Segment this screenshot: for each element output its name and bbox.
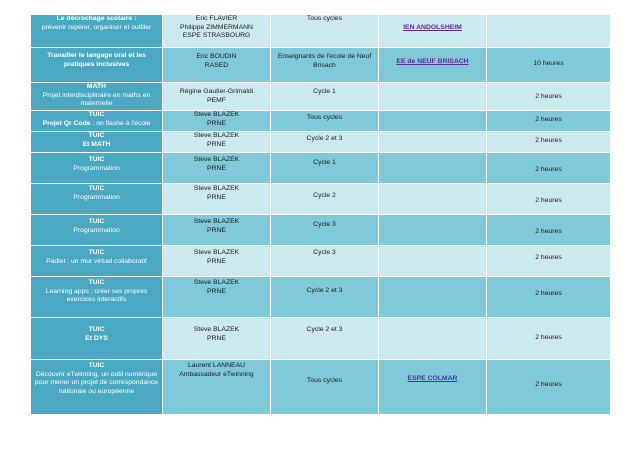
course-title-cell	[31, 246, 163, 277]
duration-cell: 2 heures	[487, 184, 611, 215]
course-title: TUIC	[88, 279, 105, 286]
speaker-cell: Steve BLAZEK PRNE	[163, 277, 271, 318]
duration-cell: 2 heures	[487, 246, 611, 277]
speaker-cell: Steve BLAZEK PRNE	[163, 153, 271, 184]
table-row	[31, 318, 611, 360]
duration-cell: 2 heures	[487, 153, 611, 184]
table-row	[31, 15, 611, 48]
audience-cell: Cycle 1	[271, 153, 379, 184]
table-row	[31, 111, 611, 132]
training-table	[30, 14, 611, 415]
speaker-cell: Steve BLAZEK PRNE	[163, 111, 271, 132]
course-title: TUIC	[88, 218, 105, 225]
location-link[interactable]: IEN ANDOLSHEIM	[403, 24, 462, 31]
table-row	[31, 83, 611, 111]
location-cell	[379, 15, 487, 48]
speaker-cell: Laurent LANNEAU Ambassadeur eTwinning	[163, 360, 271, 415]
table-row	[31, 246, 611, 277]
course-title: TUIC	[88, 156, 105, 163]
speaker-cell: Steve BLAZEK PRNE	[163, 246, 271, 277]
course-title-cell	[31, 153, 163, 184]
course-description: : on flashe à l'école	[90, 119, 151, 127]
table-row	[31, 360, 611, 415]
course-description: Padlet : un mur virtuel collaboratif	[46, 257, 147, 265]
course-title-cell	[31, 318, 163, 360]
audience-cell: Cycle 2 et 3	[271, 277, 379, 318]
table-row	[31, 132, 611, 153]
course-title-cell	[31, 111, 163, 132]
table-row	[31, 184, 611, 215]
speaker-cell: Steve BLAZEK PRNE	[163, 132, 271, 153]
course-title-cell	[31, 83, 163, 111]
location-link[interactable]: EE de NEUF BRISACH	[396, 58, 469, 65]
course-description: Découvrir eTwinning, un outil numérique pour mener un projet de correspondance nationale ou européenne	[34, 370, 159, 395]
course-title-cell	[31, 132, 163, 153]
speaker-cell: Régine Gautier-Grimaldi PEMF	[163, 83, 271, 111]
course-title-cell	[31, 215, 163, 246]
course-title: TUIC Et DYS	[85, 326, 108, 342]
audience-cell: Cycle 3	[271, 215, 379, 246]
course-title-cell	[31, 360, 163, 415]
duration-cell	[487, 15, 611, 48]
location-cell	[379, 111, 487, 132]
audience-cell: Cycle 3	[271, 246, 379, 277]
audience-cell: Cycle 2 et 3	[271, 318, 379, 360]
speaker-cell: Steve BLAZEK PRNE	[163, 215, 271, 246]
duration-cell: 2 heures	[487, 83, 611, 111]
audience-cell: Cycle 2 et 3	[271, 132, 379, 153]
speaker-cell: Steve BLAZEK PRNE	[163, 184, 271, 215]
course-title: TUIC Projet Qr Code	[42, 111, 105, 127]
location-cell	[379, 215, 487, 246]
audience-cell: Cycle 1	[271, 83, 379, 111]
table-row	[31, 277, 611, 318]
course-title: TUIC	[88, 185, 105, 192]
speaker-cell: Eric FLAVIER Philippe ZIMMERMANN ESPE STRASBOURG	[163, 15, 271, 48]
location-cell	[379, 132, 487, 153]
audience-cell: Tous cycles	[271, 15, 379, 48]
duration-cell: 2 heures	[487, 111, 611, 132]
table-row	[31, 153, 611, 184]
course-title: Le décrochage scolaire :	[56, 15, 137, 22]
location-cell	[379, 246, 487, 277]
location-cell	[379, 277, 487, 318]
duration-cell: 10 heures	[487, 48, 611, 83]
course-description: Learning apps : créer ses propres exercices interactifs	[45, 287, 148, 304]
course-title: MATH	[86, 83, 107, 90]
course-description: Programmation	[73, 226, 120, 234]
audience-cell: Enseignants de l'école de Neuf Brisach	[271, 48, 379, 83]
audience-cell: Tous cycles	[271, 111, 379, 132]
speaker-cell: Eric BOUDIN RASED	[163, 48, 271, 83]
audience-cell: Tous cycles	[271, 360, 379, 415]
location-cell	[379, 318, 487, 360]
location-cell	[379, 83, 487, 111]
course-description: prévenir repérer, organiser et outiller	[41, 23, 152, 31]
duration-cell: 2 heures	[487, 132, 611, 153]
duration-cell: 2 heures	[487, 360, 611, 415]
location-cell	[379, 360, 487, 415]
location-link[interactable]: ESPE COLMAR	[407, 375, 458, 382]
course-description: Projet interdisciplinaire en maths en maternelle	[42, 91, 151, 108]
location-cell	[379, 48, 487, 83]
table-row	[31, 48, 611, 83]
duration-cell: 2 heures	[487, 318, 611, 360]
course-title: TUIC	[88, 249, 105, 256]
course-title: TUIC	[88, 362, 105, 369]
course-title-cell	[31, 48, 163, 83]
course-description: Programmation	[73, 193, 120, 201]
location-cell	[379, 184, 487, 215]
duration-cell: 2 heures	[487, 215, 611, 246]
location-cell	[379, 153, 487, 184]
course-title-cell	[31, 277, 163, 318]
speaker-cell: Steve BLAZEK PRNE	[163, 318, 271, 360]
audience-cell: Cycle 2	[271, 184, 379, 215]
course-title: Travailler le langage oral et les pratiques inclusives	[47, 52, 146, 68]
table-row	[31, 215, 611, 246]
course-title-cell	[31, 15, 163, 48]
course-title-cell	[31, 184, 163, 215]
course-title: TUIC Et MATH	[82, 132, 111, 148]
duration-cell: 2 heures	[487, 277, 611, 318]
course-description: Programmation	[73, 164, 120, 172]
